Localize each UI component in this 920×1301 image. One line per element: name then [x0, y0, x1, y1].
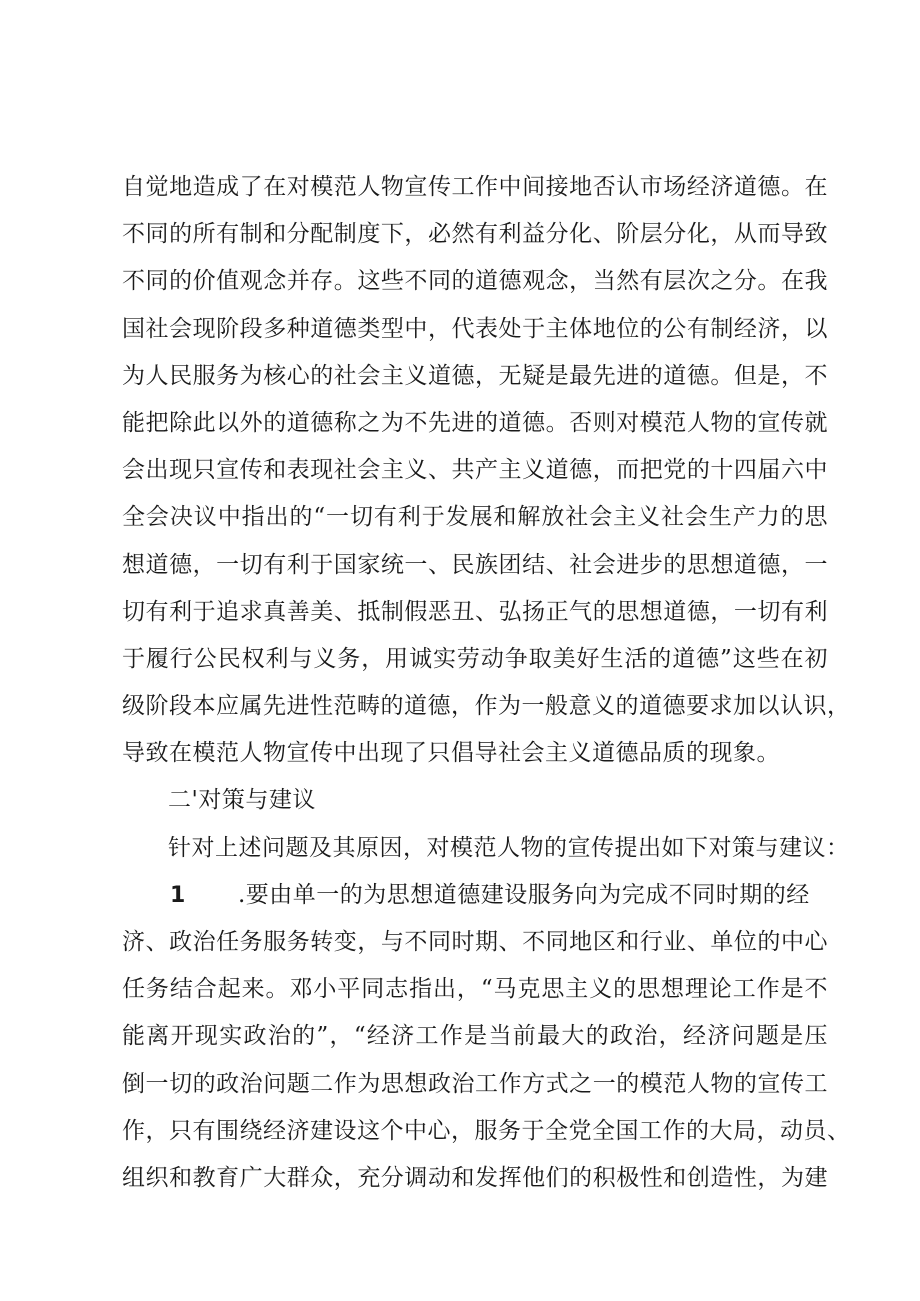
- paragraph-line: 于履行公民权利与义务，用诚实劳动争取美好生活的道德”这些在初: [122, 645, 828, 672]
- list-item-line: 倒一切的政治问题二作为思想政治工作方式之一的模范人物的宣传工: [122, 1070, 828, 1097]
- paragraph-line: 想道德，一切有利于国家统一、民族团结、社会进步的思想道德，一: [122, 551, 828, 578]
- paragraph-line: 自觉地造成了在对模范人物宣传工作中间接地否认市场经济道德。在: [122, 174, 828, 200]
- paragraph-line: 级阶段本应属先进性范畴的道德，作为一般意义的道德要求加以认识，: [122, 693, 851, 720]
- paragraph-line: 国社会现阶段多种道德类型中，代表处于主体地位的公有制经济，以: [122, 315, 828, 342]
- paragraph-line: 为人民服务为核心的社会主义道德，无疑是最先进的道德。但是，不: [122, 362, 828, 389]
- paragraph-line: 导致在模范人物宣传中出现了只倡导社会主义道德品质的现象。: [122, 740, 780, 767]
- paragraph-line: 全会决议中指出的“一切有利于发展和解放社会主义社会生产力的思: [122, 504, 828, 531]
- list-item-line: 能离开现实政治的”，“经济工作是当前最大的政治，经济问题是压: [122, 1023, 828, 1050]
- list-item-line: 作，只有围绕经济建设这个中心，服务于全党全国工作的大局，动员、: [122, 1117, 851, 1144]
- list-item-line: 组织和教育广大群众，充分调动和发挥他们的积极性和创造性，为建: [122, 1164, 828, 1191]
- paragraph-line: 不同的所有制和分配制度下，必然有利益分化、阶层分化，从而导致: [122, 221, 828, 248]
- list-item-number: 1: [170, 882, 186, 908]
- intro-line: 针对上述问题及其原因，对模范人物的宣传提出如下对策与建议：: [168, 834, 850, 861]
- list-item-first-line: [122, 872, 828, 919]
- paragraph-line: 能把除此以外的道德称之为不先进的道德。否则对模范人物的宣传就: [122, 409, 828, 436]
- document-body: [122, 164, 851, 1202]
- list-item-text: .要由单一的为思想道德建设服务向为完成不同时期的经: [238, 881, 810, 908]
- section-heading: 二'对策与建议: [168, 787, 316, 814]
- list-item-line: 任务结合起来。邓小平同志指出，“马克思主义的思想理论工作是不: [122, 976, 828, 1003]
- paragraph-line: 不同的价值观念并存。这些不同的道德观念，当然有层次之分。在我: [122, 268, 828, 295]
- paragraph-line: 切有利于追求真善美、抵制假恶丑、弘扬正气的思想道德，一切有利: [122, 598, 828, 625]
- paragraph-line: 会出现只宣传和表现社会主义、共产主义道德，而把党的十四届六中: [122, 457, 828, 484]
- list-item-line: 济、政治任务服务转变，与不同时期、不同地区和行业、单位的中心: [122, 929, 828, 955]
